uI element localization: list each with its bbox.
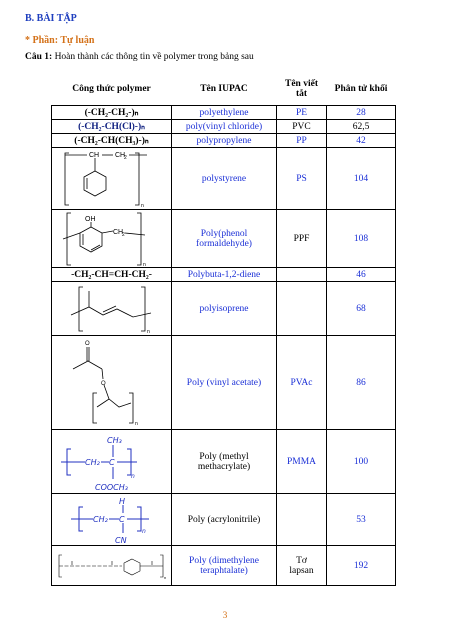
n-subscript: n xyxy=(163,574,166,580)
formula-cell xyxy=(52,336,172,430)
formula-cell xyxy=(52,546,172,586)
ch2-label: CH₂ xyxy=(92,514,108,524)
mass-cell: 53 xyxy=(327,494,396,546)
name-cell: Poly (vinyl acetate) xyxy=(172,336,277,430)
name-line1: Poly (dimethylene xyxy=(189,555,259,566)
abbr-cell: PVC xyxy=(277,120,327,134)
mass-cell: 86 xyxy=(327,336,396,430)
header-iupac: Tên IUPAC xyxy=(200,83,248,94)
formula-cell: -CH₂-CH=CH-CH₂- xyxy=(52,268,172,282)
table-row xyxy=(52,210,396,268)
polystyrene-structure xyxy=(57,149,167,209)
abbr-cell: PVAc xyxy=(277,336,327,430)
mass-cell: 104 xyxy=(327,148,396,210)
name-cell: polypropylene xyxy=(172,134,277,148)
name-cell: Poly(phenol formaldehyde) xyxy=(172,210,277,268)
cooch3-label: COOCH₃ xyxy=(94,482,128,492)
ch2-label: CH₂ xyxy=(84,457,100,467)
header-formula: Công thức polymer xyxy=(72,83,151,94)
pet-structure xyxy=(56,551,168,581)
table-row xyxy=(52,148,396,210)
table-row xyxy=(52,430,396,494)
name-cell xyxy=(172,546,277,586)
mass-cell: 42 xyxy=(327,134,396,148)
table-row xyxy=(52,106,396,120)
header-abbr-line1: Tên viết xyxy=(285,78,318,89)
polymer-table xyxy=(51,72,396,586)
table-row xyxy=(52,134,396,148)
pan-structure xyxy=(57,495,167,545)
cn-label: CN xyxy=(114,535,127,545)
table-row xyxy=(52,120,396,134)
pmma-structure xyxy=(57,431,167,493)
n-subscript: n xyxy=(141,527,146,535)
mass-cell: 46 xyxy=(327,268,396,282)
mass-cell: 62,5 xyxy=(327,120,396,134)
table-row xyxy=(52,282,396,336)
abbr-cell: PS xyxy=(277,148,327,210)
ch2-label: CH xyxy=(112,228,123,236)
ch-label: CH xyxy=(88,151,99,159)
formula-cell: (-CH₂-CH(Cl)-)ₙ xyxy=(52,120,172,134)
formula-cell: (-CH₂-CH(CH₃)-)ₙ xyxy=(52,134,172,148)
name-line2: teraphtalate) xyxy=(200,565,248,576)
n-subscript: n xyxy=(142,261,146,267)
mass-cell: 28 xyxy=(327,106,396,120)
carbonyl-o-label: O xyxy=(84,340,90,347)
name-cell: poly(vinyl chloride) xyxy=(172,120,277,134)
name-cell: polystyrene xyxy=(172,148,277,210)
n-subscript: n xyxy=(146,328,150,335)
c-label: C xyxy=(118,514,125,524)
abbr-cell xyxy=(277,546,327,586)
question-line xyxy=(25,52,254,62)
abbr-cell xyxy=(277,268,327,282)
name-cell: Poly (methyl methacrylate) xyxy=(172,430,277,494)
question-text: Hoàn thành các thông tin về polymer trong bảng sau xyxy=(54,52,254,62)
h-label: H xyxy=(118,496,125,506)
table-row xyxy=(52,494,396,546)
page-number: 3 xyxy=(222,611,228,621)
n-subscript: n xyxy=(140,202,144,209)
header-abbr xyxy=(277,72,327,106)
table-row xyxy=(52,546,396,586)
ch2-label: CH xyxy=(114,151,125,159)
formula-cell xyxy=(52,210,172,268)
ch2-subscript: 2 xyxy=(121,231,125,238)
formula-cell xyxy=(52,282,172,336)
part-title: * Phần: Tự luận xyxy=(25,35,95,46)
question-label: Câu 1: xyxy=(25,52,53,62)
abbr-cell: PMMA xyxy=(277,430,327,494)
abbr-line1: Tơ xyxy=(296,555,307,566)
name-cell: polyisoprene xyxy=(172,282,277,336)
ch3-label: CH₃ xyxy=(106,435,122,445)
header-mass: Phân tử khối xyxy=(334,83,388,94)
n-subscript: n xyxy=(130,472,135,480)
polyisoprene-structure xyxy=(57,283,167,335)
mass-cell: 68 xyxy=(327,282,396,336)
table-header-row xyxy=(52,72,396,106)
section-title: B. BÀI TẬP xyxy=(25,13,77,24)
formula-cell xyxy=(52,494,172,546)
table-row xyxy=(52,336,396,430)
table-row xyxy=(52,268,396,282)
formula-cell xyxy=(52,148,172,210)
n-subscript: n xyxy=(134,420,138,427)
abbr-line2: lapsan xyxy=(289,565,314,576)
name-cell: Poly (acrylonitrile) xyxy=(172,494,277,546)
abbr-cell: PPF xyxy=(277,210,327,268)
oh-label: OH xyxy=(84,215,95,223)
ester-o-label: O xyxy=(100,380,106,387)
abbr-cell: PP xyxy=(277,134,327,148)
mass-cell: 100 xyxy=(327,430,396,494)
abbr-cell xyxy=(277,282,327,336)
abbr-cell: PE xyxy=(277,106,327,120)
mass-cell: 192 xyxy=(327,546,396,586)
mass-cell: 108 xyxy=(327,210,396,268)
c-label: C xyxy=(108,457,115,467)
formula-cell xyxy=(52,430,172,494)
name-cell: Polybuta-1,2-diene xyxy=(172,268,277,282)
abbr-cell xyxy=(277,494,327,546)
ch2-subscript: 2 xyxy=(123,154,127,161)
name-cell: polyethylene xyxy=(172,106,277,120)
header-abbr-line2: tắt xyxy=(295,88,308,99)
formula-cell: (-CH₂-CH₂-)ₙ xyxy=(52,106,172,120)
pvac-structure xyxy=(57,337,167,429)
ppf-structure xyxy=(57,211,167,267)
